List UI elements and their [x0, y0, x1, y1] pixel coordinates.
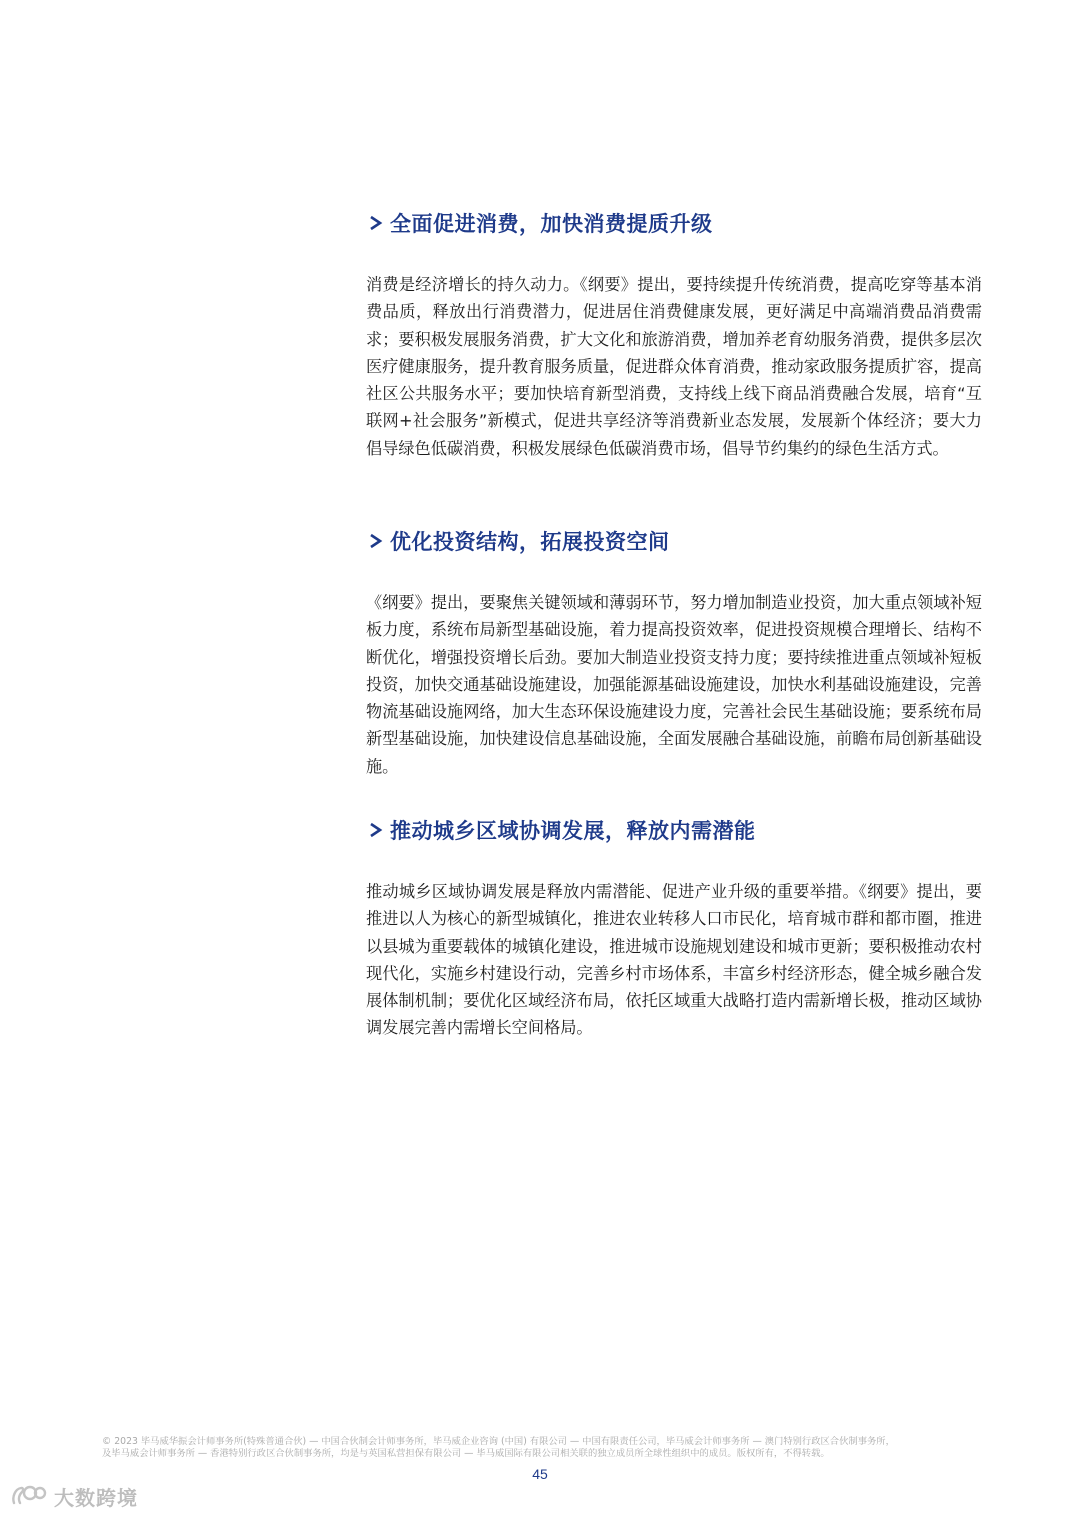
section-paragraph-urban-rural: 推动城乡区域协调发展是释放内需潜能、促进产业升级的重要举措。《纲要》提出，要推进以人为核心的新型城镇化，推进农业转移人口市民化，培育城市群和都市圈，推进以县城为重要载体的城镇化建设，推进城市设施规划建设和城市更新；要积极推动农村现代化，实施乡村建设行动，完善乡村市场体系，丰富乡村经济形态，健全城乡融合发展体制机制；要优化区域经济布局，依托区域重大战略打造内需新增长极，推动区域协调发展完善内需增长空间格局。: [366, 882, 982, 1038]
watermark: [10, 1480, 138, 1512]
copyright-footer: [102, 1436, 982, 1460]
section-heading-text: 推动城乡区域协调发展，释放内需潜能: [390, 819, 756, 843]
watermark-logo-icon: [10, 1483, 48, 1509]
section-paragraph-consumption: 消费是经济增长的持久动力。《纲要》提出，要持续提升传统消费，提高吃穿等基本消费品质，释放出行消费潜力，促进居住消费健康发展，更好满足中高端消费品消费需求；要积极发展服务消费，扩大文化和旅游消费，增加养老育幼服务消费，提供多层次医疗健康服务，提升教育服务质量，促进群众体育消费，推动家政服务提质扩容，提高社区公共服务水平；要加快培育新型消费，支持线上线下商品消费融合发展，培育“互联网+社会服务”新模式，促进共享经济等消费新业态发展，发展新个体经济；要大力倡导绿色低碳消费，积极发展绿色低碳消费市场，倡导节约集约的绿色生活方式。: [366, 275, 982, 458]
section-heading-urban-rural: [366, 813, 982, 847]
chevron-right-icon: [366, 819, 386, 841]
watermark-text: 大数跨境: [54, 1485, 138, 1510]
footer-line: © 2023 毕马威华振会计师事务所(特殊普通合伙) — 中国合伙制会计师事务所，毕马威企业咨询 (中国) 有限公司 — 中国有限责任公司，毕马威会计师事务所 — 澳门特别行政区合伙制事务所，: [102, 1436, 895, 1447]
section-heading-consumption: [366, 206, 982, 240]
section-paragraph-investment: 《纲要》提出，要聚焦关键领域和薄弱环节，努力增加制造业投资，加大重点领域补短板力度，系统布局新型基础设施，着力提高投资效率，促进投资规模合理增长、结构不断优化，增强投资增长后劲。要加大制造业投资支持力度；要持续推进重点领域补短板投资，加快交通基础设施建设，加强能源基础设施建设，加快水利基础设施建设，完善物流基础设施网络，加大生态环保设施建设力度，完善社会民生基础设施；要系统布局新型基础设施，加快建设信息基础设施，全面发展融合基础设施，前瞻布局创新基础设施。: [366, 593, 982, 776]
section-heading-investment: [366, 524, 982, 558]
section-heading-text: 优化投资结构，拓展投资空间: [390, 530, 670, 554]
chevron-right-icon: [366, 212, 386, 234]
section-heading-text: 全面促进消费，加快消费提质升级: [390, 212, 713, 236]
chevron-right-icon: [366, 530, 386, 552]
page-number: 45: [532, 1466, 548, 1482]
footer-line: 及毕马威会计师事务所 — 香港特别行政区合伙制事务所，均是与英国私营担保有限公司 — 毕马威国际有限公司相关联的独立成员所全球性组织中的成员。版权所有，不得转载。: [102, 1448, 830, 1459]
